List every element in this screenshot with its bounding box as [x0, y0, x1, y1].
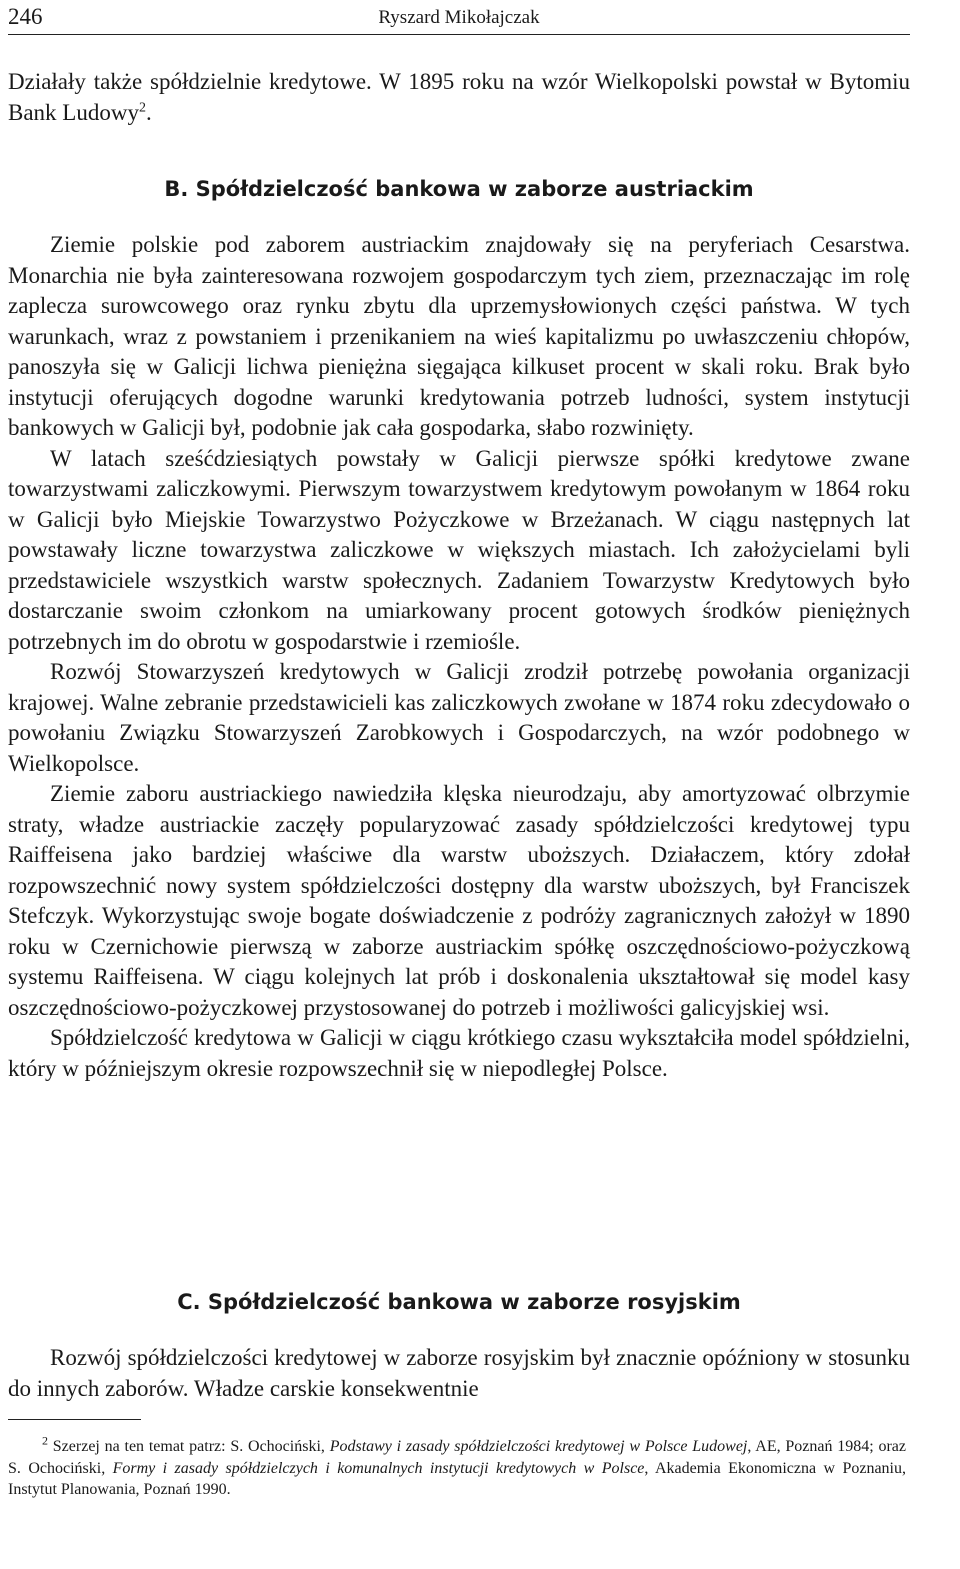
footnote-title-2: Formy i zasady spółdzielczych i komunalnych instytucji kredytowych w Polsce — [112, 1459, 645, 1477]
page-number: 246 — [8, 4, 43, 29]
footnote-part-3: , Akademia Ekonomiczna w Poznaniu, Instytut Planowania, Poznań 1990. — [8, 1459, 907, 1498]
intro-text — [8, 67, 910, 128]
running-head-author: Ryszard Mikołajczak — [378, 7, 540, 28]
section-b-paragraph-3: Rozwój Stowarzyszeń kredytowych w Galicji zrodził potrzebę powołania organizacji krajowej. Walne zebranie przedstawicieli kas zaliczkowych zwołane w 1874 roku zdecydowało o powołaniu Związku Stowarzyszeń Zarobkowych i Gospodarczych, na wzór podobnego w Wielkopolsce. — [8, 659, 910, 776]
footnote-rule — [8, 1419, 141, 1420]
intro-line-2-end: . — [145, 99, 152, 125]
footnote-part-1: Szerzej na ten temat patrz: S. Ochociński, — [52, 1438, 330, 1455]
section-c-body — [8, 1343, 910, 1404]
section-c-paragraph-1: Rozwój spółdzielczości kredytowej w zaborze rosyjskim był znacznie opóźniony w stosunku do innych zaborów. Władze carskie konsekwentnie — [8, 1345, 910, 1401]
intro-line-2: powstał w Bytomiu Bank Ludowy — [8, 69, 911, 125]
intro-paragraph — [8, 67, 910, 128]
section-b-heading: B. Spółdzielczość bankowa w zaborze austriackim — [164, 177, 754, 201]
intro-line-1: Działały także spółdzielnie kredytowe. W 1895 roku na wzór Wielkopolski — [8, 69, 718, 94]
page-header — [8, 2, 910, 32]
footnote — [8, 1433, 907, 1501]
section-b-paragraph-1: Ziemie polskie pod zaborem austriackim znajdowały się na peryferiach Cesarstwa. Monarchia nie była zainteresowana rozwojem gospodarczym tych ziem, przeznaczając im rolę zaplecza surowcowego oraz rynku zbytu dla uprzemysłowionych części państwa. W tych warunkach, wraz z powstaniem i przenikaniem na wieś kapitalizmu po uwłaszczeniu chłopów, panoszyła się w Galicji lichwa pieniężna sięgająca kilkuset procent w skali roku. Brak było instytucji oferujących dogodne warunki kredytowania potrzeb ludności, system instytucji bankowych w Galicji był, podobnie jak cała gospodarka, słabo rozwinięty. — [8, 232, 910, 440]
section-b-paragraph-5: Spółdzielczość kredytowa w Galicji w ciągu krótkiego czasu wykształciła model spółdzielni, który w późniejszym okresie rozpowszechnił się w niepodległej Polsce. — [8, 1025, 910, 1081]
footnote-text — [8, 1433, 907, 1501]
section-c-heading: C. Spółdzielczość bankowa w zaborze rosyjskim — [177, 1290, 741, 1314]
footnote-part-2: , AE, Poznań 1984; oraz S. Ochociński, — [8, 1438, 907, 1477]
footnote-title-1: Podstawy i zasady spółdzielczości kredytowej w Polsce Ludowej — [329, 1438, 748, 1455]
section-b-body — [8, 230, 910, 1084]
section-b-paragraph-4: Ziemie zaboru austriackiego nawiedziła klęska nieurodzaju, aby amortyzować olbrzymie straty, władze austriackie zaczęły popularyzować zasady spółdzielczości kredytowej typu Raiffeisena jako bardziej właściwe dla warstw uboższych. Działaczem, który zdołał rozpowszechnić nowy system spółdzielczości dostępny dla warstw uboższych, był Franciszek Stefczyk. Wykorzystując swoje bogate doświadczenie z podróży zagranicznych założył w 1890 roku w Czernichowie pierwszą w zaborze austriackim spółkę oszczędnościowo-pożyczkową systemu Raiffeisena. W ciągu kolejnych lat prób i doskonalenia ukształtował się model kasy oszczędnościowo-pożyczkowej przystosowanej do potrzeb i możliwości galicyjskiej wsi. — [8, 781, 910, 1020]
section-b-paragraph-2: W latach sześćdziesiątych powstały w Galicji pierwsze spółki kredytowe zwane towarzystwami zaliczkowymi. Pierwszym towarzystwem kredytowym powołanym w 1864 roku w Galicji było Miejskie Towarzystwo Pożyczkowe w Brzeżanach. W ciągu następnych lat powstawały liczne towarzystwa zaliczkowe w większych miastach. Ich założycielami byli przedstawiciele wszystkich warstw społecznych. Zadaniem Towarzystw Kredytowych było dostarczanie swoim członkom na umiarkowany procent gotowych środków pieniężnych potrzebnych im do obrotu w gospodarstwie i rzemiośle. — [8, 445, 910, 654]
header-rule — [8, 34, 910, 35]
footnote-reference[interactable]: 2 — [138, 99, 146, 115]
footnote-mark: 2 — [42, 1433, 48, 1448]
